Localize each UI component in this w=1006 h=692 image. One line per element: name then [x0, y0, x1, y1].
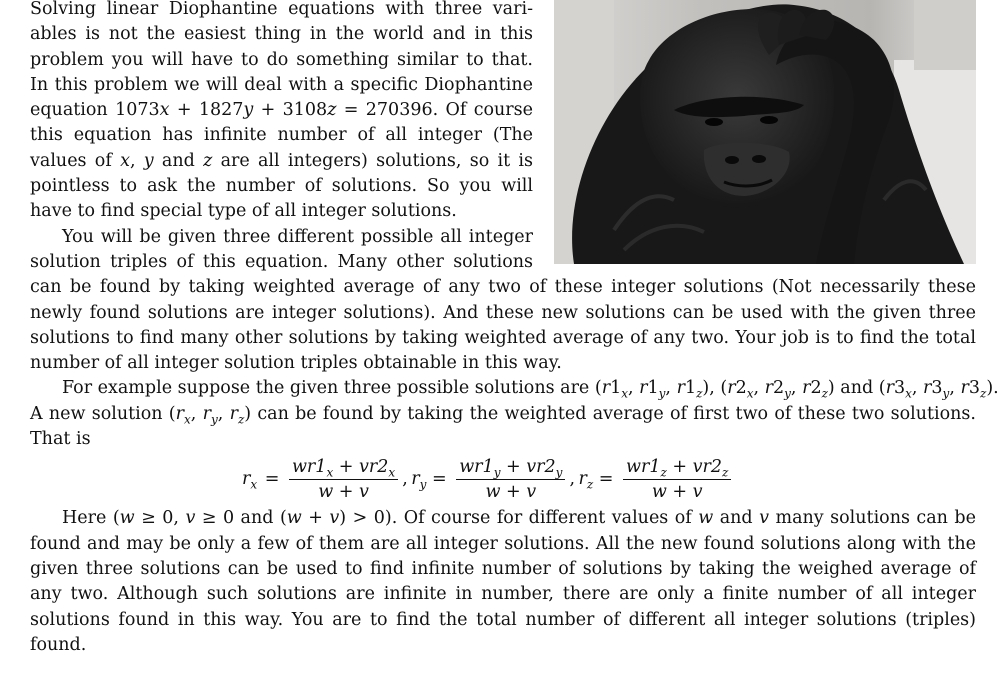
rx-denominator: w + v [318, 481, 369, 502]
rx-fraction [289, 455, 398, 504]
paragraph-example-cont: A new solution ($r_x$, $r_y$, $r_z$) can be found by taking the weighted average of first two of these two solutions. That is [30, 403, 976, 450]
paragraph-intro: Solving linear Diophantine equations with three variables is not the easiest thing in the world and in this problem you will have to do something similar to that. In this problem we will deal with a specific Diophantine equation 1073x + 1827y + 3108z = 270396. Of course this equation has infinite number of all integer (The values of x, y and z are all integers) solutions, so it is pointless to ask the number of solutions. So you will have to find special type of all integer solutions. [30, 0, 534, 222]
ry-fraction [456, 455, 565, 504]
ry-numerator: $wr1_y + vr2_y$ [456, 455, 565, 480]
paragraph-task: You will be given three different possible all integer solution triples of this equation. Many other solutions can be found by taking weighted average of any two of these integer solutions (Not necessarily these newly found solutions are integer solutions). And these new solutions can be used with the given three solutions to find many other solutions by taking weighted average of any two. Your job is to find the total number of all integer solution triples obtainable in this way. [30, 226, 976, 374]
rz-lhs: $r_z$ [578, 468, 594, 492]
problem-statement [30, 0, 999, 658]
rx-lhs: $r_x$ [242, 468, 258, 492]
rx-numerator: $wr1_x + vr2_x$ [289, 455, 398, 480]
ry-denominator: w + v [485, 481, 537, 502]
ry-lhs: $r_y$ [411, 468, 427, 492]
rz-denominator: w + v [651, 481, 703, 502]
gorilla-thinking-photo [554, 0, 976, 264]
paragraph-conclusion: Here (w ≥ 0, v ≥ 0 and (w + v) > 0). Of course for different values of w and v many solutions can be found and may be only a few of them are all integer solutions. All the new found solutions along with the given three solutions can be used to find infinite number of solutions by taking the weighed average of any two. Although such solutions are infinite in number, there are only a finite number of all integer solutions found in this way. You are to find the total number of different all integer solutions (triples) found. [30, 508, 976, 655]
rz-numerator: $wr1_z + vr2_z$ [623, 455, 731, 480]
paragraph-example: For example suppose the given three possible solutions are ($r1_x$, $r1_y$, $r1_z$), ($r2_x$, $r2_y$, $r2_z$) and ($r3_x$, $r3_y$, $r3_z$). [62, 378, 999, 401]
weighted-average-equation: $r_x$ = $\frac{wr1_x + vr2_x}{w + v}$ , $r_y$ = $\frac{wr1_y + vr2_y}{w + v}$ , $r_z$ = $\frac{wr1_z + vr2_z}{w + v}$ [30, 452, 976, 506]
rz-fraction [623, 455, 731, 504]
